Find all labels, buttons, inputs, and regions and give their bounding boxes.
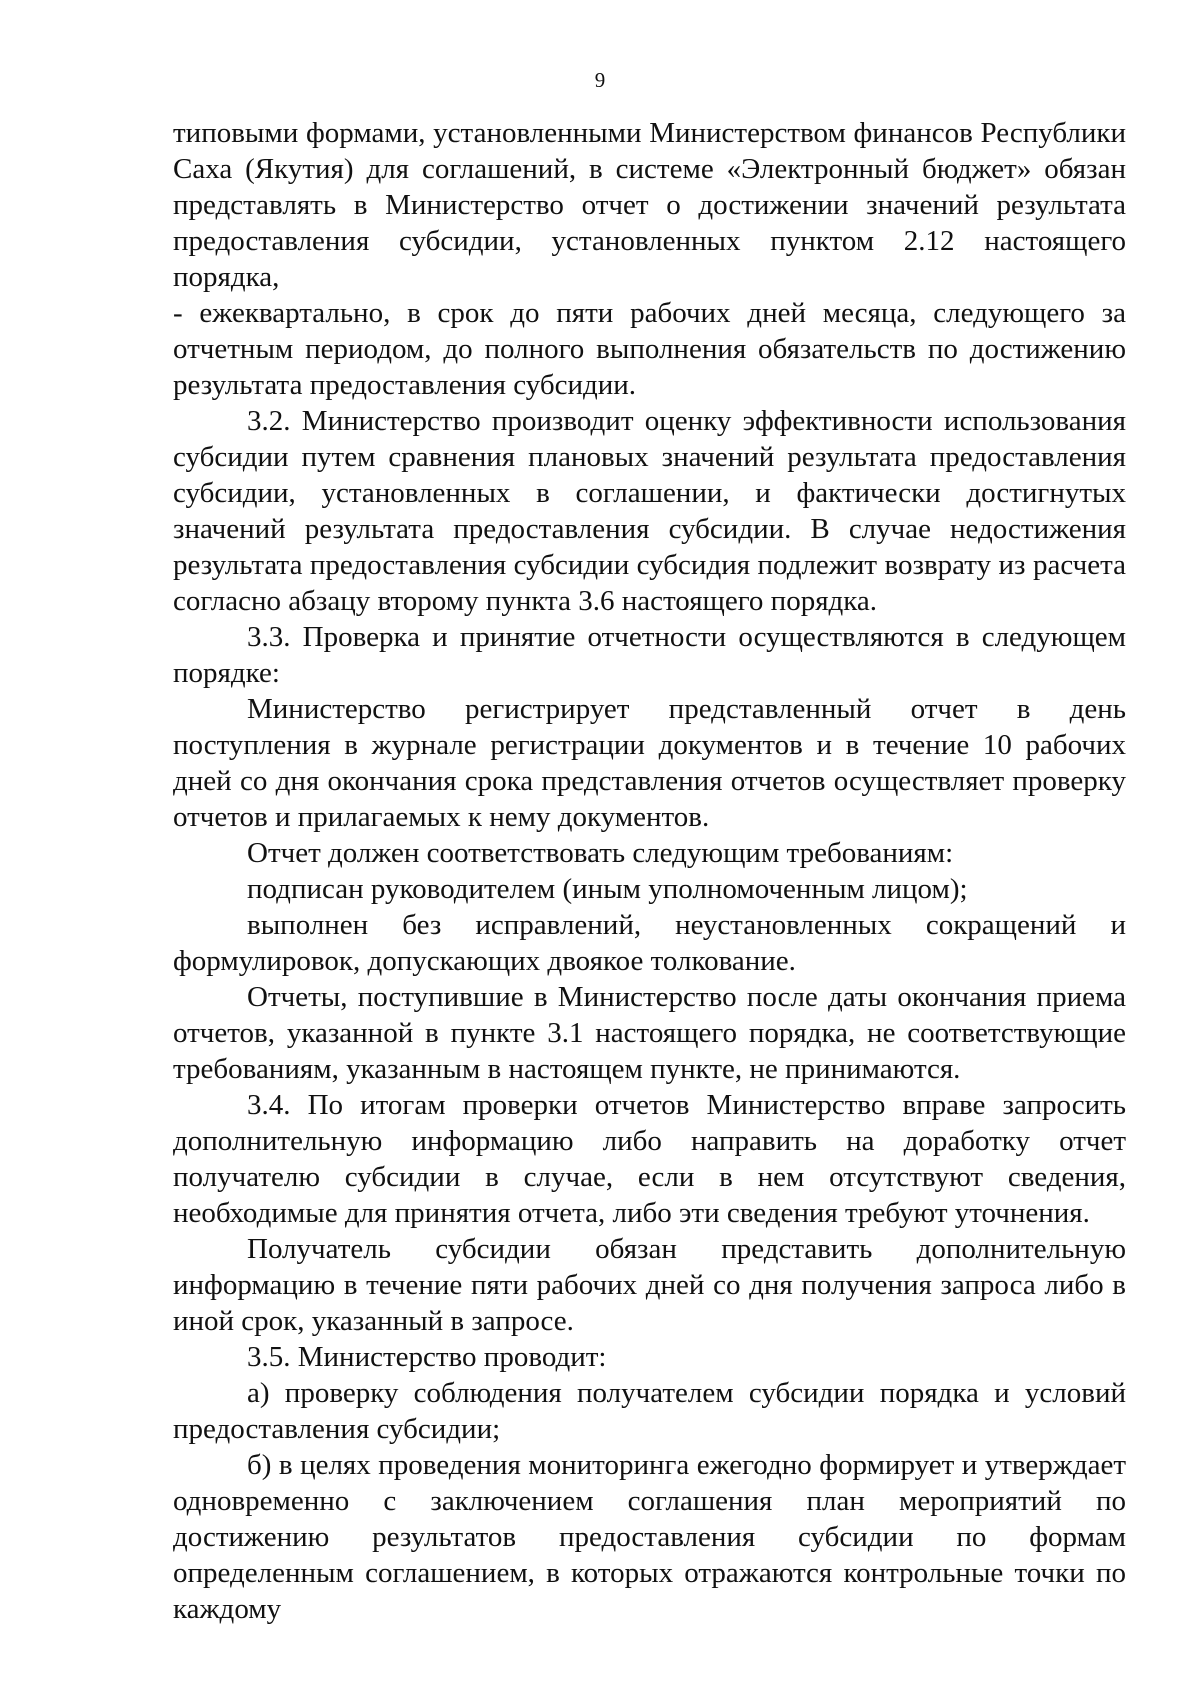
paragraph-3-5-a: а) проверку соблюдения получателем субсидии порядка и условий предоставления субсидии; — [173, 1377, 1126, 1445]
paragraph-3-3: 3.3. Проверка и принятие отчетности осуществляются в следующем порядке: — [173, 621, 1126, 689]
paragraph-late-reports: Отчеты, поступившие в Министерство после даты окончания приема отчетов, указанной в пункте 3.1 настоящего порядка, не соответствующие требованиям, указанным в настоящем пункте, не принимаются. — [173, 981, 1126, 1085]
paragraph-requirements-intro: Отчет должен соответствовать следующим требованиям: — [247, 837, 954, 869]
paragraph-3-5: 3.5. Министерство проводит: — [247, 1341, 607, 1373]
page-number: 9 — [594, 68, 606, 92]
paragraph-reporting-forms: типовыми формами, установленными Министерством финансов Республики Саха (Якутия) для соглашений, в системе «Электронный бюджет» обязан представлять в Министерство отчет о достижении значений результата предоставления субсидии, установленных пунктом 2.12 настоящего порядка, — [173, 117, 1126, 293]
paragraph-3-4: 3.4. По итогам проверки отчетов Министерство вправе запросить дополнительную информацию либо направить на доработку отчет получателю субсидии в случае, если в нем отсутствуют сведения, необходимые для принятия отчета, либо эти сведения требуют уточнения. — [173, 1089, 1126, 1229]
paragraph-3-5-b: б) в целях проведения мониторинга ежегодно формирует и утверждает одновременно с заключением соглашения план мероприятий по достижению результатов предоставления субсидии по формам определенным соглашением, в которых отражаются контрольные точки по каждому — [173, 1449, 1126, 1625]
paragraph-additional-info: Получатель субсидии обязан представить дополнительную информацию в течение пяти рабочих дней со дня получения запроса либо в иной срок, указанный в запросе. — [173, 1233, 1126, 1337]
paragraph-3-2: 3.2. Министерство производит оценку эффективности использования субсидии путем сравнения плановых значений результата предоставления субсидии, установленных в соглашении, и фактически достигнутых значений результата предоставления субсидии. В случае недостижения результата предоставления субсидии субсидия подлежит возврату из расчета согласно абзацу второму пункта 3.6 настоящего порядка. — [173, 405, 1126, 617]
document-body — [173, 115, 1126, 1627]
paragraph-requirement-no-corrections: выполнен без исправлений, неустановленных сокращений и формулировок, допускающих двоякое толкование. — [173, 909, 1126, 977]
paragraph-quarterly-deadline: - ежеквартально, в срок до пяти рабочих дней месяца, следующего за отчетным периодом, до полного выполнения обязательств по достижению результата предоставления субсидии. — [173, 297, 1126, 401]
paragraph-requirement-signed: подписан руководителем (иным уполномоченным лицом); — [247, 873, 968, 905]
paragraph-registration: Министерство регистрирует представленный отчет в день поступления в журнале регистрации документов и в течение 10 рабочих дней со дня окончания срока представления отчетов осуществляет проверку отчетов и прилагаемых к нему документов. — [173, 693, 1126, 833]
